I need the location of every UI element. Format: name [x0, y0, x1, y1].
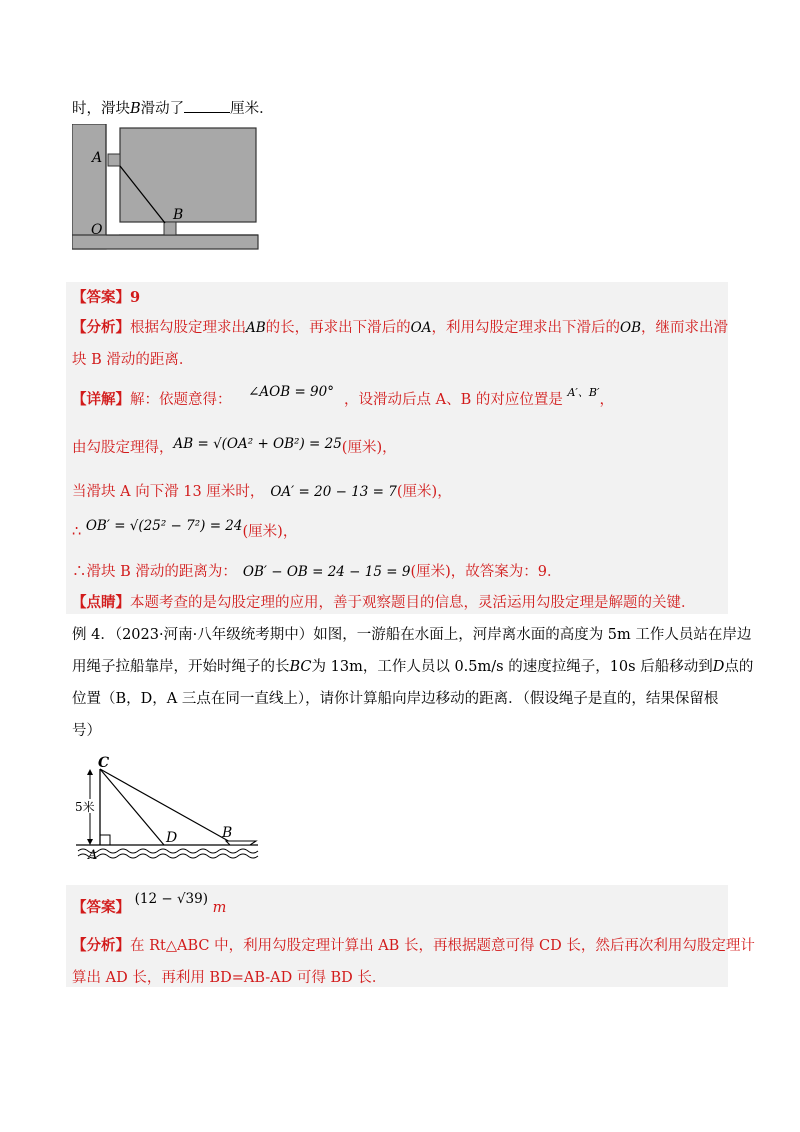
example-line-4: 号） — [72, 723, 101, 739]
question-text: 厘米． — [230, 101, 274, 117]
detail-tag: 【详解】 — [72, 391, 130, 408]
label-b2: B — [222, 825, 233, 841]
label-d: D — [166, 830, 178, 846]
detail-line-3: 当滑块 A 向下滑 13 厘米时， OA′ = 20 − 13 = 7(厘米)， — [72, 484, 452, 500]
wave-2 — [78, 854, 258, 858]
var-bc: BC — [289, 659, 312, 675]
analysis2-line-2: 算出 AD 长，再利用 BD=AB-AD 可得 BD 长． — [72, 970, 387, 986]
answer2-unit: m — [212, 900, 227, 916]
answer-blank — [184, 98, 230, 113]
analysis2-line-1: 【分析】在 Rt△ABC 中，利用勾股定理计算出 AB 长，再根据题意可得 CD 长，然后再次利用勾股定理计 — [72, 937, 755, 954]
question-tail-line — [72, 98, 274, 119]
analysis-line-1: 【分析】根据勾股定理求出AB的长，再求出下滑后的OA，利用勾股定理求出下滑后的OB，继而求出滑 — [72, 319, 728, 336]
detail-line-5: ∴滑块 B 滑动的距离为： OB′ − OB = 24 − 15 = 9(厘米)，故答案为：9． — [72, 564, 562, 580]
right-angle-mark — [100, 835, 110, 845]
label-b: B — [173, 207, 184, 223]
math-ab: AB — [246, 320, 266, 336]
analysis-line-2: 块 B 滑动的距离． — [72, 352, 194, 368]
example-line-2: 用绳子拉船靠岸，开始时绳子的长BC为 13m，工作人员以 0.5m/s 的速度拉绳子，10s 后船移动到D点的 — [72, 659, 754, 675]
wave-1 — [78, 849, 258, 853]
label-o: O — [91, 222, 103, 238]
answer2-tag: 【答案】 — [72, 899, 130, 916]
var-d: D — [712, 659, 725, 675]
boat — [226, 841, 256, 845]
slider-figure — [72, 124, 262, 254]
question-text: 时，滑块 — [72, 101, 130, 117]
question-text: 滑动了 — [140, 101, 185, 117]
answer-tag: 【答案】 — [72, 289, 130, 306]
math-primes: A′、B′ — [567, 386, 600, 399]
label-a2: A — [88, 848, 98, 863]
height-label: 5米 — [75, 800, 95, 814]
math-oa: OA — [410, 320, 432, 336]
detail-line-4: ∴ OB′ = √(25² − 7²) = 24(厘米)， — [72, 518, 298, 540]
label-c: C — [98, 755, 110, 771]
math-angle: ∠AOB = 90° — [248, 384, 334, 400]
analysis-tag: 【分析】 — [72, 319, 130, 336]
answer2-math: (12 − √39) — [134, 891, 208, 907]
answer2-line — [72, 891, 227, 918]
answer-value: 9 — [130, 289, 141, 306]
label-a: A — [92, 150, 103, 166]
corridor-horizontal — [107, 223, 257, 234]
rope-cd — [100, 769, 164, 845]
analysis2-tag: 【分析】 — [72, 937, 130, 954]
example-line-3: 位置（B，D，A 三点在同一直线上），请你计算船向岸边移动的距离．（假设绳子是直的，结果保留根 — [72, 691, 719, 707]
detail-line-1: 【详解】解：依题意得： ∠AOB = 90° ，设滑动后点 A、B 的对应位置是 $^{A'、B'}$， — [72, 384, 614, 408]
math-pythagoras: AB = √(OA² + OB²) = 25 — [173, 436, 342, 452]
comment-tag: 【点睛】 — [72, 594, 130, 611]
math-oa-prime: OA′ = 20 − 13 = 7 — [270, 484, 397, 500]
slider-b — [164, 222, 176, 235]
var-b: B — [130, 101, 141, 117]
arrow-down — [87, 839, 93, 845]
answer-line — [72, 288, 140, 308]
detail-line-2: 由勾股定理得，AB = √(OA² + OB²) = 25(厘米)， — [72, 436, 397, 456]
math-distance: OB′ − OB = 24 − 15 = 9 — [242, 564, 411, 580]
comment-line: 【点睛】本题考查的是勾股定理的应用，善于观察题目的信息，灵活运用勾股定理是解题的关键． — [72, 594, 696, 611]
arrow-up — [87, 769, 93, 775]
slider-a — [108, 154, 120, 166]
corridor-vertical — [107, 124, 119, 235]
example-line-1: 例 4．（2023·河南·八年级统考期中）如图，一游船在水面上，河岸离水面的高度为 5m 工作人员站在岸边 — [72, 627, 752, 643]
box-panel — [120, 128, 256, 222]
math-ob: OB — [620, 320, 641, 336]
math-ob-prime: OB′ = √(25² − 7²) = 24 — [85, 518, 243, 534]
boat-figure — [72, 755, 262, 865]
